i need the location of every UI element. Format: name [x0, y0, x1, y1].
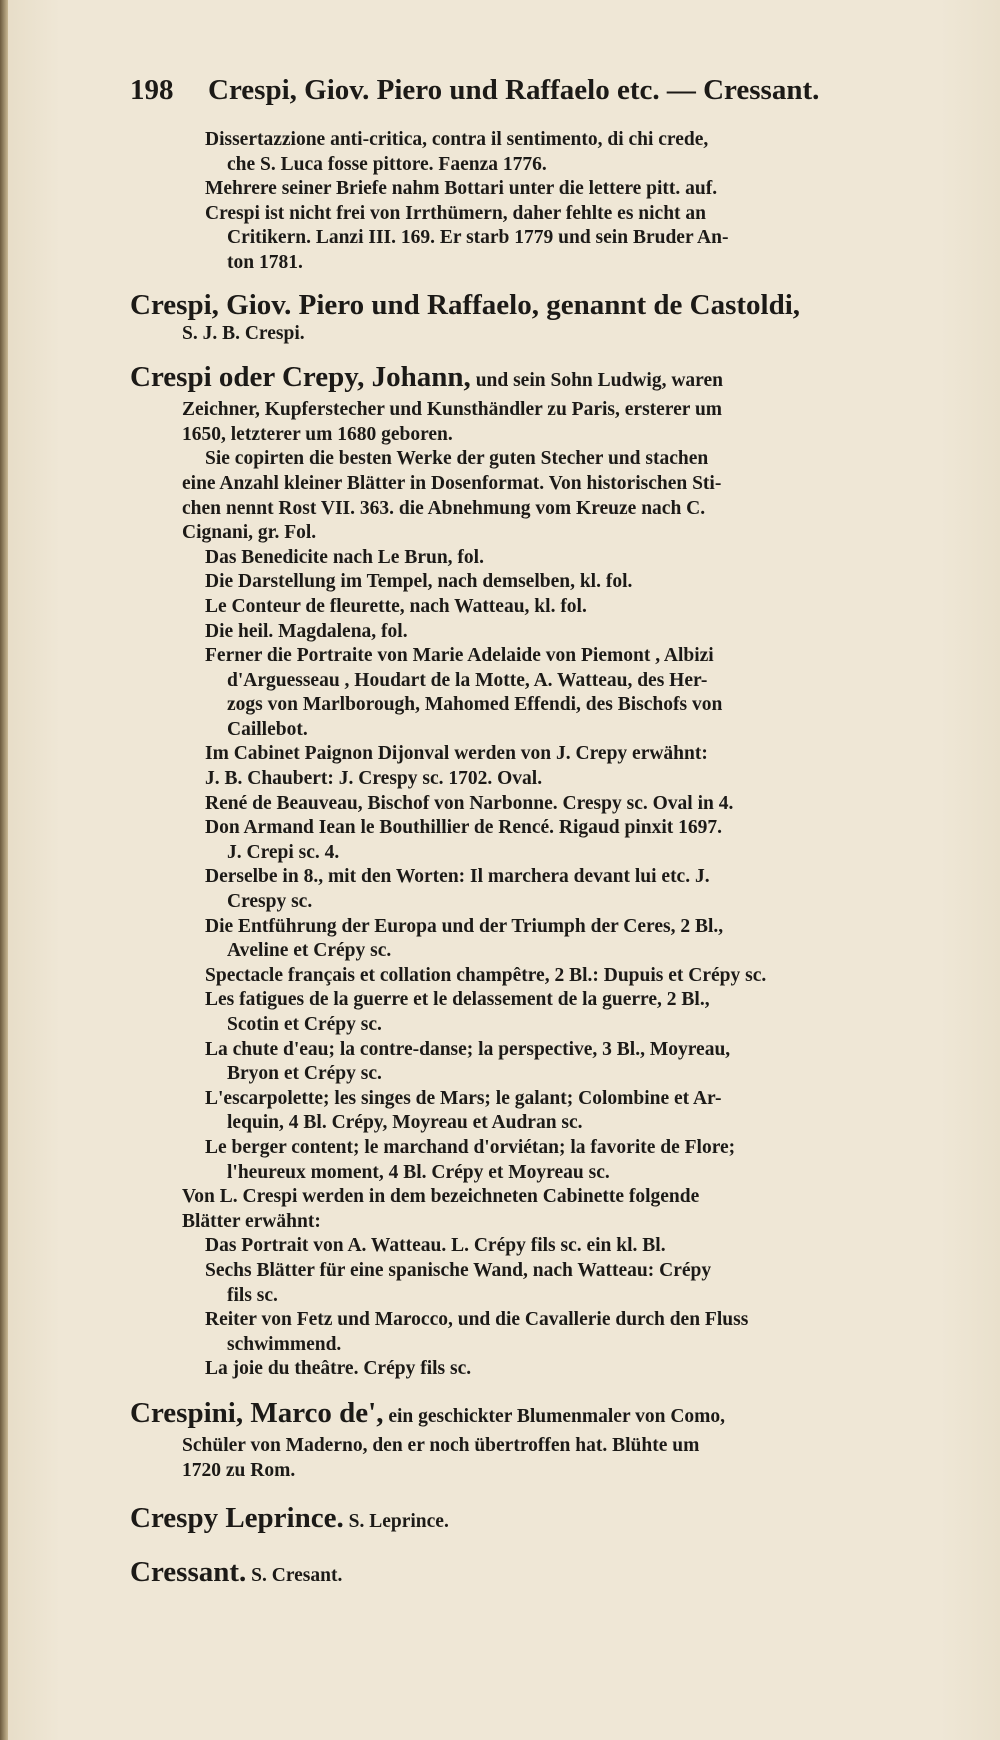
entry-crespi-crepy	[130, 360, 960, 1382]
list-item: Das Portrait von A. Watteau. L. Crépy fils sc. ein kl. Bl.	[205, 1235, 666, 1257]
list-item: J. B. Chaubert: J. Crespy sc. 1702. Oval.	[205, 768, 543, 790]
list-item: Die Darstellung im Tempel, nach demselben, kl. fol.	[205, 571, 633, 593]
list-item: Ferner die Portraite von Marie Adelaide von Piemont , Albizi	[205, 645, 714, 667]
entry-heading-rest: S. Cresant.	[251, 1565, 343, 1587]
list-item-continuation: d'Arguesseau , Houdart de la Motte, A. Watteau, des Her-	[227, 669, 708, 691]
text-line: chen nennt Rost VII. 363. die Abnehmung vom Kreuze nach C.	[182, 497, 706, 519]
list-item: Spectacle français et collation champêtre, 2 Bl.: Dupuis et Crépy sc.	[205, 964, 767, 986]
list-item: Le berger content; le marchand d'orviétan; la favorite de Flore;	[205, 1136, 736, 1158]
text-line: Sie copirten die besten Werke der guten Stecher und stachen	[205, 448, 709, 470]
list-item: Don Armand Iean le Bouthillier de Rencé. Rigaud pinxit 1697.	[205, 817, 722, 839]
text-line: che S. Luca fosse pittore. Faenza 1776.	[227, 153, 547, 175]
list-item: Die heil. Magdalena, fol.	[205, 620, 408, 642]
text-line: S. J. B. Crespi.	[182, 322, 305, 344]
text-line: Critikern. Lanzi III. 169. Er starb 1779 und sein Bruder An-	[227, 227, 729, 249]
list-item-continuation: Scotin et Crépy sc.	[227, 1014, 382, 1035]
list-item-continuation: l'heureux moment, 4 Bl. Crépy et Moyreau sc.	[227, 1161, 610, 1183]
list-item: Reiter von Fetz und Marocco, und die Cavallerie durch den Fluss	[205, 1309, 749, 1331]
list-item: La joie du theâtre. Crépy fils sc.	[205, 1358, 472, 1380]
list-item: Das Benedicite nach Le Brun, fol.	[205, 546, 484, 568]
list-item-continuation: lequin, 4 Bl. Crépy, Moyreau et Audran sc.	[227, 1112, 583, 1134]
list-item-continuation: J. Crepi sc. 4.	[227, 841, 340, 863]
text-line: Schüler von Maderno, den er noch übertroffen hat. Blühte um	[182, 1434, 700, 1456]
book-binding-edge	[0, 0, 8, 1740]
page-header	[130, 74, 960, 107]
works-list	[130, 546, 960, 1185]
entry-heading: Crespini, Marco de',	[130, 1396, 384, 1429]
entry-heading: Crespi oder Crepy, Johann,	[130, 361, 471, 394]
list-item: Les fatigues de la guerre et le delassement de la guerre, 2 Bl.,	[205, 989, 710, 1011]
list-item-continuation: Crespy sc.	[227, 891, 313, 913]
running-title: Crespi, Giov. Piero und Raffaelo etc. — Cressant.	[208, 74, 820, 106]
text-line: eine Anzahl kleiner Blätter in Dosenformat. Von historischen Sti-	[182, 472, 722, 494]
works-list-ludwig	[130, 1234, 960, 1382]
text-line: 1650, letzterer um 1680 geboren.	[182, 423, 453, 445]
list-item: La chute d'eau; la contre-danse; la perspective, 3 Bl., Moyreau,	[205, 1038, 731, 1060]
intro-continuation	[130, 128, 960, 276]
text-line: Mehrere seiner Briefe nahm Bottari unter die lettere pitt. auf.	[205, 178, 718, 200]
text-line: Blätter erwähnt:	[182, 1210, 321, 1232]
list-item-continuation: fils sc.	[227, 1284, 278, 1306]
entry-heading-rest: und sein Sohn Ludwig, waren	[475, 370, 723, 392]
text-line: Dissertazzione anti-critica, contra il sentimento, di chi crede,	[205, 129, 709, 150]
entry-heading: Crespi, Giov. Piero und Raffaelo, genannt de Castoldi,	[130, 288, 801, 321]
entry-crespy-leprince	[130, 1501, 960, 1539]
entry-cressant	[130, 1555, 960, 1593]
entry-heading-rest: ein geschickter Blumenmaler von Como,	[388, 1405, 726, 1427]
list-item-continuation: schwimmend.	[227, 1333, 342, 1355]
list-item: René de Beauveau, Bischof von Narbonne. Crespy sc. Oval in 4.	[205, 792, 734, 814]
list-item: Im Cabinet Paignon Dijonval werden von J. Crepy erwähnt:	[205, 743, 708, 765]
text-line: Cignani, gr. Fol.	[182, 522, 317, 544]
list-item-continuation: Aveline et Crépy sc.	[227, 940, 392, 962]
text-line: Crespi ist nicht frei von Irrthümern, daher fehlte es nicht an	[205, 202, 707, 224]
text-line: Von L. Crespi werden in dem bezeichneten Cabinette folgende	[182, 1186, 700, 1208]
page-content	[130, 128, 960, 1593]
list-item: Die Entführung der Europa und der Triumph der Ceres, 2 Bl.,	[205, 915, 724, 937]
list-item: Sechs Blätter für eine spanische Wand, nach Watteau: Crépy	[205, 1259, 712, 1281]
list-item: Le Conteur de fleurette, nach Watteau, kl. fol.	[205, 595, 587, 617]
page-number: 198	[130, 74, 174, 106]
list-item-continuation: Caillebot.	[227, 718, 308, 740]
list-item-continuation: Bryon et Crépy sc.	[227, 1063, 382, 1085]
entry-crespi-castoldi	[130, 288, 960, 347]
text-line: 1720 zu Rom.	[182, 1459, 296, 1481]
list-item: L'escarpolette; les singes de Mars; le galant; Colombine et Ar-	[205, 1087, 722, 1109]
list-item-continuation: zogs von Marlborough, Mahomed Effendi, des Bischofs von	[227, 694, 723, 716]
entry-crespini	[130, 1396, 960, 1483]
text-line: Zeichner, Kupferstecher und Kunsthändler zu Paris, ersterer um	[182, 399, 723, 421]
entry-heading: Crespy Leprince.	[130, 1502, 344, 1535]
text-line: ton 1781.	[227, 251, 303, 273]
entry-heading-rest: S. Leprince.	[348, 1511, 449, 1533]
entry-heading: Cressant.	[130, 1556, 247, 1589]
list-item: Derselbe in 8., mit den Worten: Il marchera devant lui etc. J.	[205, 866, 710, 888]
